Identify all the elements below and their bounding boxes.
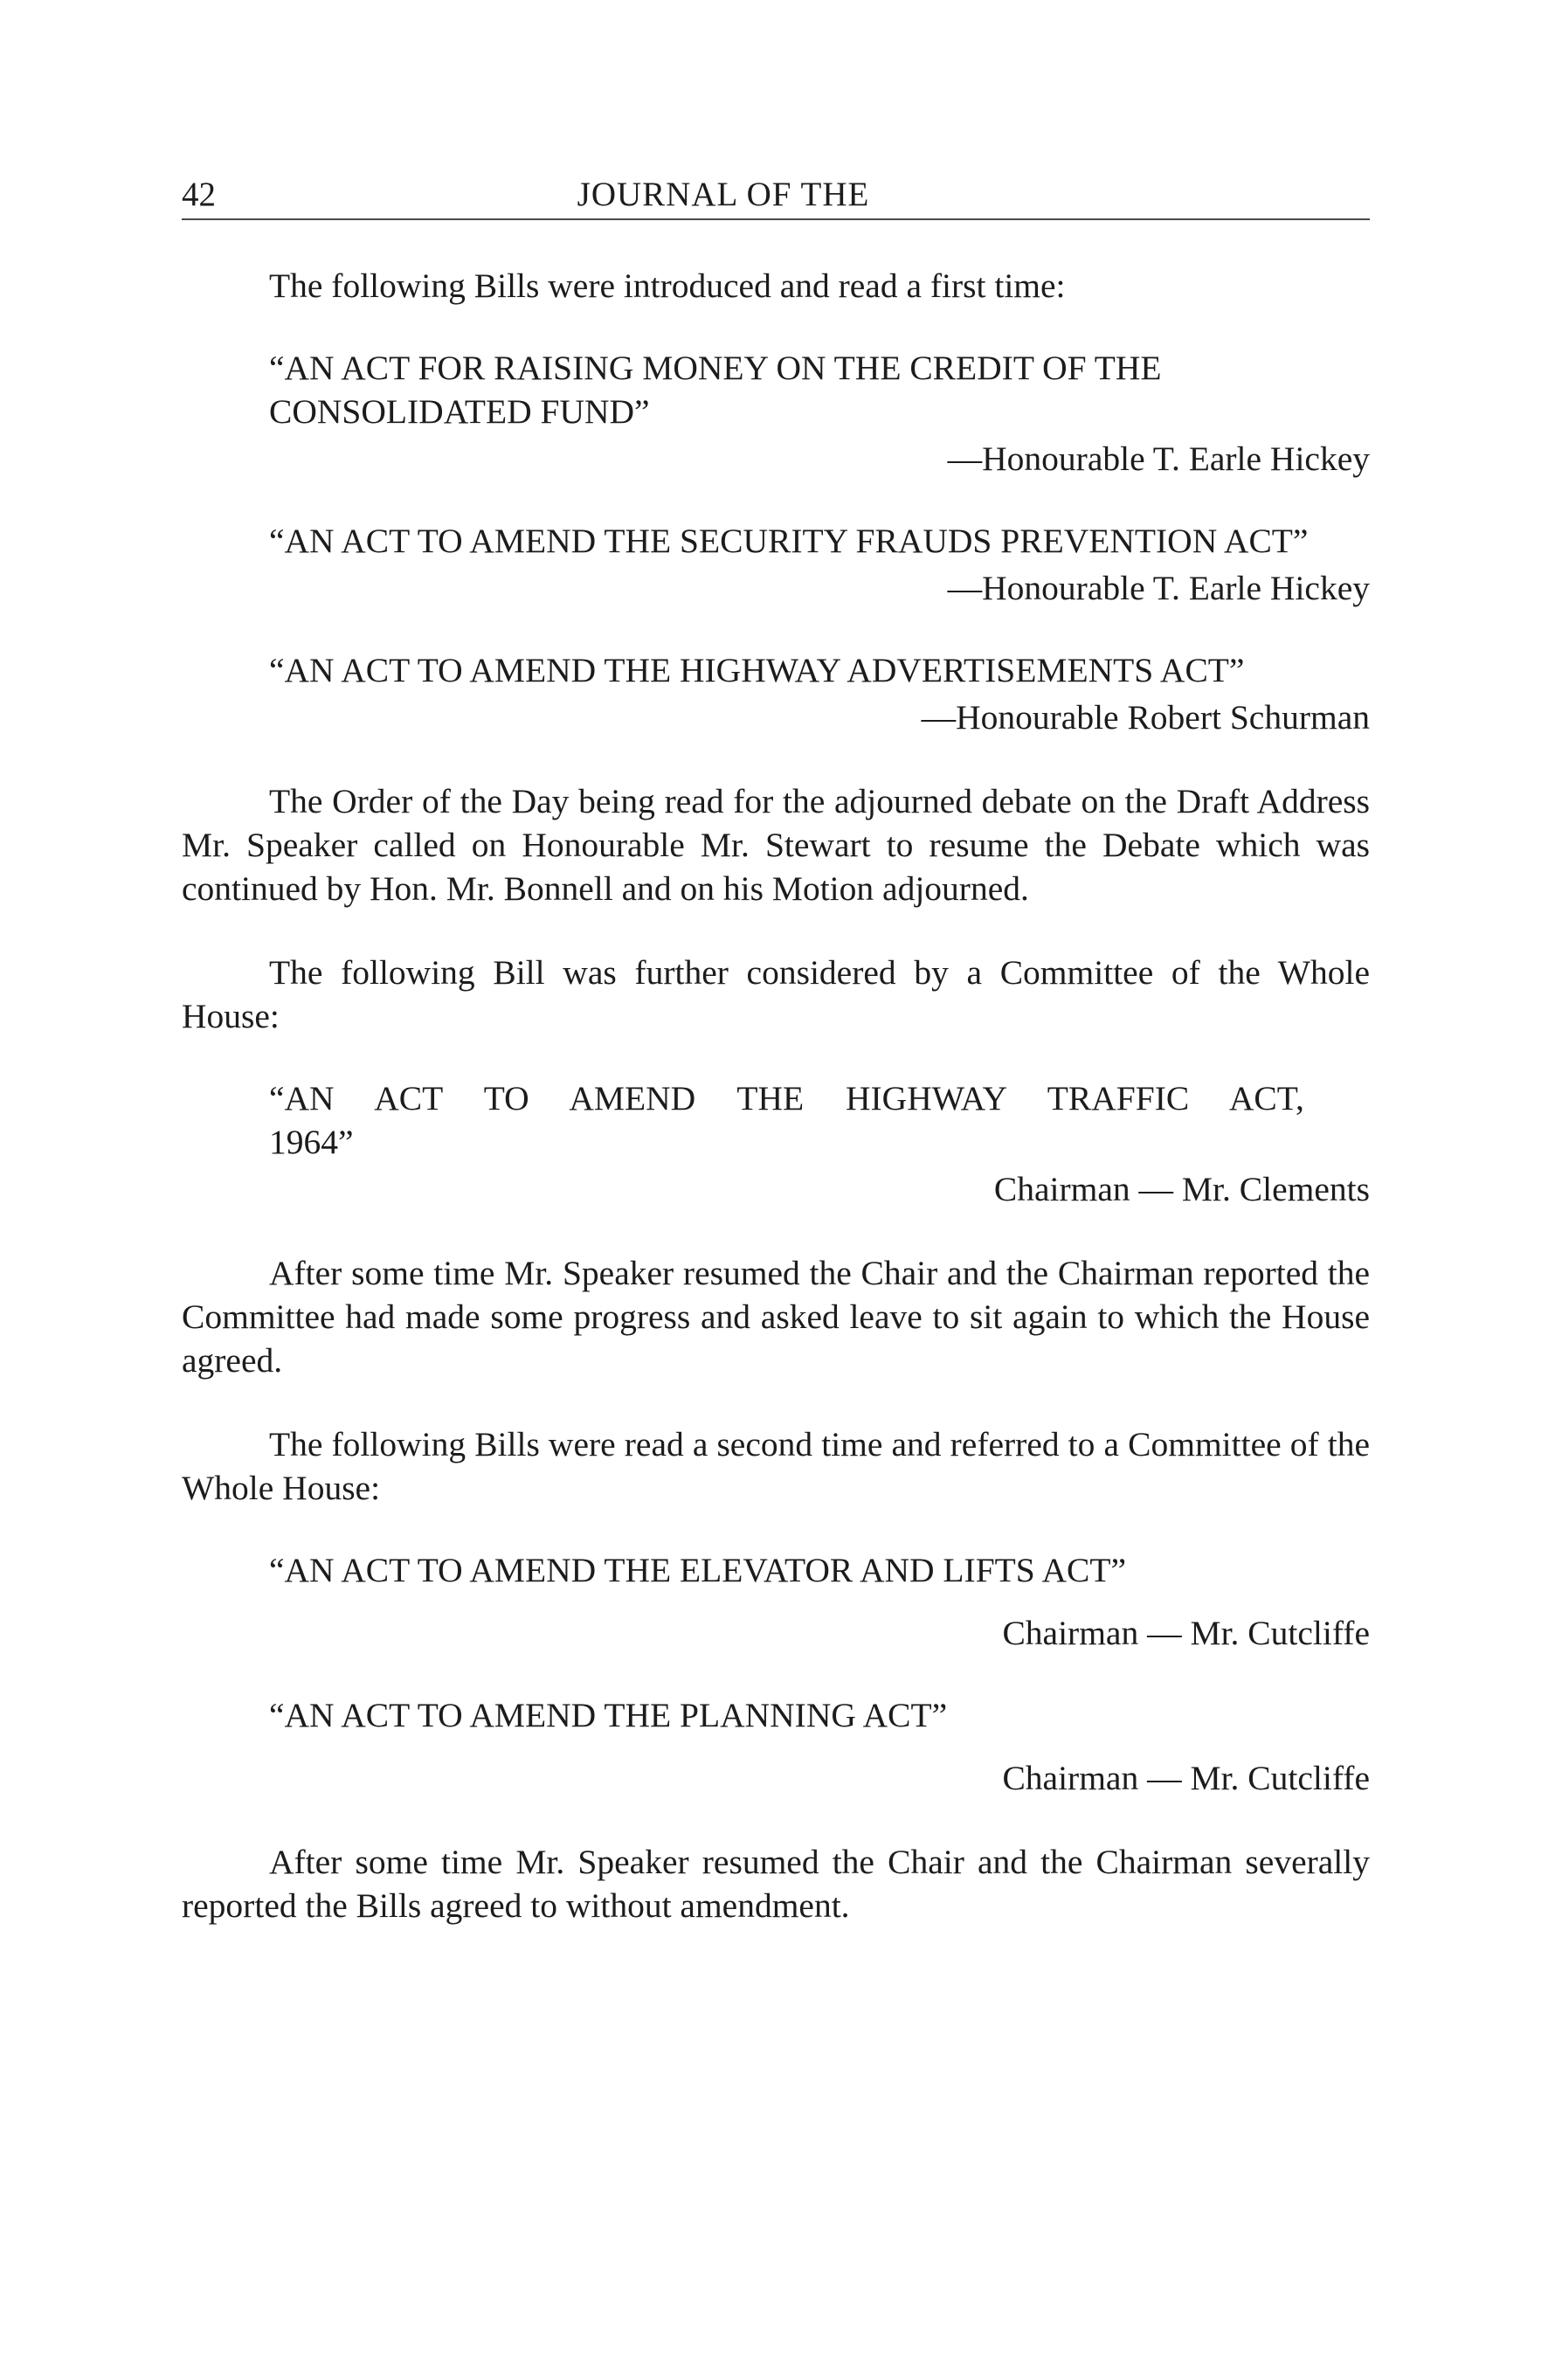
page-number: 42 bbox=[182, 176, 216, 213]
bill-chairman: Chairman — Mr. Cutcliffe bbox=[1002, 1759, 1370, 1797]
bill-chairman: Chairman — Mr. Clements bbox=[993, 1170, 1370, 1208]
progress-report-paragraph: After some time Mr. Speaker resumed the Chair and the Chairman reported the Committee had made some progress and asked leave to sit again to which the House agreed. bbox=[182, 1254, 1370, 1380]
first-reading-intro: The following Bills were introduced and read a first time: bbox=[269, 266, 1066, 305]
bill-title: “AN ACT TO AMEND THE PLANNING ACT” bbox=[269, 1696, 948, 1734]
bill-title: “AN ACT TO AMEND THE ELEVATOR AND LIFTS ACT” bbox=[269, 1551, 1126, 1589]
bill-entry bbox=[182, 1548, 1370, 1655]
bill-entry bbox=[182, 648, 1370, 739]
bill-chairman: Chairman — Mr. Cutcliffe bbox=[1002, 1614, 1370, 1652]
second-reading-intro: The following Bills were read a second time and referred to a Committee of the Whole House: bbox=[182, 1425, 1370, 1507]
committee-intro: The following Bill was further considered by a Committee of the Whole House: bbox=[182, 953, 1370, 1035]
bill-entry bbox=[182, 346, 1370, 481]
bill-sponsor: —Honourable T. Earle Hickey bbox=[947, 569, 1370, 607]
bill-sponsor: —Honourable Robert Schurman bbox=[921, 698, 1370, 737]
bill-title: “AN ACT TO AMEND THE HIGHWAY TRAFFIC ACT, 1964” bbox=[269, 1079, 1304, 1161]
final-report-paragraph: After some time Mr. Speaker resumed the Chair and the Chairman severally reported the Bills agreed to without amendment. bbox=[182, 1843, 1370, 1925]
bill-entry bbox=[182, 1693, 1370, 1800]
bill-title: “AN ACT TO AMEND THE SECURITY FRAUDS PREVENTION ACT” bbox=[269, 522, 1309, 560]
order-of-day-paragraph: The Order of the Day being read for the adjourned debate on the Draft Address Mr. Speaker called on Honourable Mr. Stewart to resume the Debate which was continued by Hon. Mr. Bonnell and on his Motion adjourned. bbox=[182, 782, 1370, 908]
bill-title: “AN ACT FOR RAISING MONEY ON THE CREDIT OF THE CONSOLIDATED FUND” bbox=[269, 349, 1162, 431]
running-title: JOURNAL OF THE bbox=[577, 176, 870, 213]
bill-title: “AN ACT TO AMEND THE HIGHWAY ADVERTISEMENTS ACT” bbox=[269, 651, 1245, 689]
journal-page bbox=[182, 166, 1370, 1927]
running-head bbox=[182, 166, 1370, 220]
bill-sponsor: —Honourable T. Earle Hickey bbox=[947, 439, 1370, 478]
committee-bill-entry bbox=[182, 1076, 1370, 1211]
journal-body bbox=[182, 264, 1370, 1927]
bill-entry bbox=[182, 519, 1370, 610]
